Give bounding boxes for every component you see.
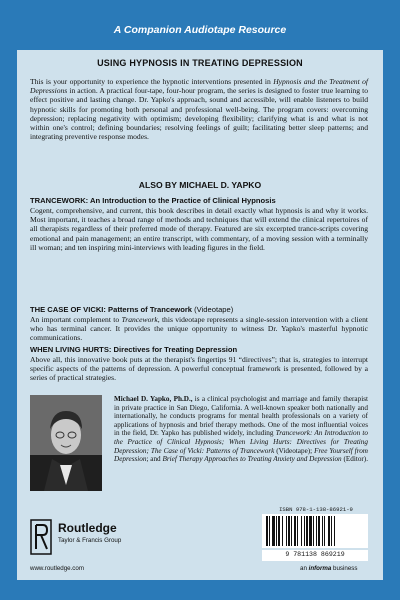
barcode-bar: [291, 516, 292, 546]
book-description-vicki: [30, 315, 368, 343]
informa-brand: informa: [308, 565, 332, 572]
book-title-trancework: [30, 196, 368, 205]
bio-works: Brief Therapy Approaches to Treating Anxiety and Depression: [162, 455, 342, 464]
barcode-bar: [313, 516, 314, 546]
publisher-url[interactable]: www.routledge.com: [30, 565, 84, 572]
intro-book-title: Hypnosis and the Treatment of Depressions: [30, 77, 368, 96]
barcode-bar: [322, 516, 323, 546]
desc-text: An important complement to: [30, 315, 122, 324]
barcode-bar: [297, 516, 298, 546]
also-by-heading: ALSO BY MICHAEL D. YAPKO: [138, 180, 262, 190]
intro-text-end: in action. A practical four-tape, four-hour program, the series is designed to foster true learning to effect positive and lasting change. Dr. Yapko's approach, sound and accessible, will enable listeners to build hypnotic skills for promoting both personal and professional well-being. The program covers: overcoming depression; replacing negativity with optimism; developing flexibility; clarifying what is and what is not within one's control; defining boundaries; resolving feelings of guilt; facilitating better sleep patterns; and integrating preventive response modes.: [30, 86, 368, 142]
barcode-bar: [288, 516, 290, 546]
author-bio: [114, 395, 368, 464]
barcode-bar: [334, 516, 335, 546]
barcode-bar: [286, 516, 287, 546]
intro-text-start: This is your opportunity to experience the hypnotic interventions presented in: [30, 77, 274, 86]
barcode-bar: [309, 516, 312, 546]
book-title-vicki: [30, 305, 368, 314]
intro-paragraph: [30, 77, 368, 141]
book-title-living-hurts: [30, 345, 368, 354]
barcode-bar: [272, 516, 275, 546]
barcode-number: 9 781138 869219: [262, 550, 368, 561]
barcode-bar: [331, 516, 332, 546]
book-title-text: THE CASE OF VICKI: Patterns of Trancework: [30, 305, 193, 314]
publisher-tagline: Taylor & Francis Group: [58, 537, 122, 544]
barcode-bar: [269, 516, 270, 546]
barcode-bar: [301, 516, 302, 546]
barcode-bar: [318, 516, 320, 546]
bio-works: Trancework: An Introduction to the Practice of Clinical Hypnosis; When Living Hurts: Directives for Treating Depression; The Case of Vicki: Patterns of Trancework: [114, 429, 368, 455]
book-title-text: TRANCEWORK: An Introduction to the Practice of Clinical Hypnosis: [30, 196, 276, 205]
bio-text: is a clinical psychologist and marriage and family therapist in private practice in San Diego, California. A well-known speaker both nationally and internationally, he conducts programs for mental health professionals on a variety of applications of hypnosis and brief therapy methods. One of the most influential voices in the field, Dr. Yapko has published widely, including: [114, 395, 369, 438]
bio-text: (Editor).: [341, 455, 369, 464]
barcode-bar: [282, 516, 283, 546]
barcode: [262, 514, 368, 548]
desc-italic: Trancework: [121, 315, 158, 324]
book-description-living-hurts: Above all, this innovative book puts at the therapist's fingertips 91 “directives”; that is, strategies to interrupt specific aspects of the patterns of depression. A powerful conceptual framework is presented, followed by a series of practical strategies.: [30, 355, 368, 383]
book-format: (Videotape): [192, 305, 234, 314]
routledge-logo-icon: [30, 519, 52, 555]
bio-text: ; and: [146, 455, 163, 464]
barcode-bar: [276, 516, 277, 546]
barcode-bar: [294, 516, 296, 546]
desc-text: , this videotape represents a single-session intervention with a client who has terminal cancer. It provides the unique opportunity to witness Dr. Yapko's masterful hypnotic communications.: [30, 315, 369, 343]
barcode-bar: [324, 516, 325, 546]
barcode-bar: [304, 516, 305, 546]
book-description-trancework: Cogent, comprehensive, and current, this book describes in detail exactly what hypnosis is and why it works. Most important, it teaches a broad range of methods and techniques that will extend the clinical repertoires of all therapists regardless of their preferred mode of therapy. Featured are six excerpted trance-scripts covering emotional and pain management; an entire transcript, with commentary, of a moving session with a terminally ill woman; and ten inspiring mini-interviews with leading figures in the field.: [30, 206, 368, 252]
barcode-bar: [328, 516, 330, 546]
companion-banner: A Companion Audiotape Resource: [113, 24, 287, 36]
isbn-label: ISBN 978-1-138-86921-9: [279, 506, 353, 513]
author-name: Michael D. Yapko, Ph.D.,: [114, 395, 193, 403]
author-photo: [30, 395, 102, 491]
bio-works: Free Yourself from Depression: [114, 446, 368, 464]
bio-text: (Videotape);: [274, 446, 315, 455]
book-title-text: WHEN LIVING HURTS: Directives for Treating Depression: [30, 345, 238, 354]
barcode-bar: [278, 516, 280, 546]
informa-text: business: [331, 565, 358, 572]
barcode-bar: [306, 516, 308, 546]
publisher-name: Routledge: [58, 521, 117, 535]
informa-text: an: [300, 565, 309, 572]
program-heading: USING HYPNOSIS IN TREATING DEPRESSION: [97, 58, 303, 68]
informa-credit: [300, 565, 357, 572]
barcode-bar: [316, 516, 317, 546]
barcode-bar: [266, 516, 268, 546]
